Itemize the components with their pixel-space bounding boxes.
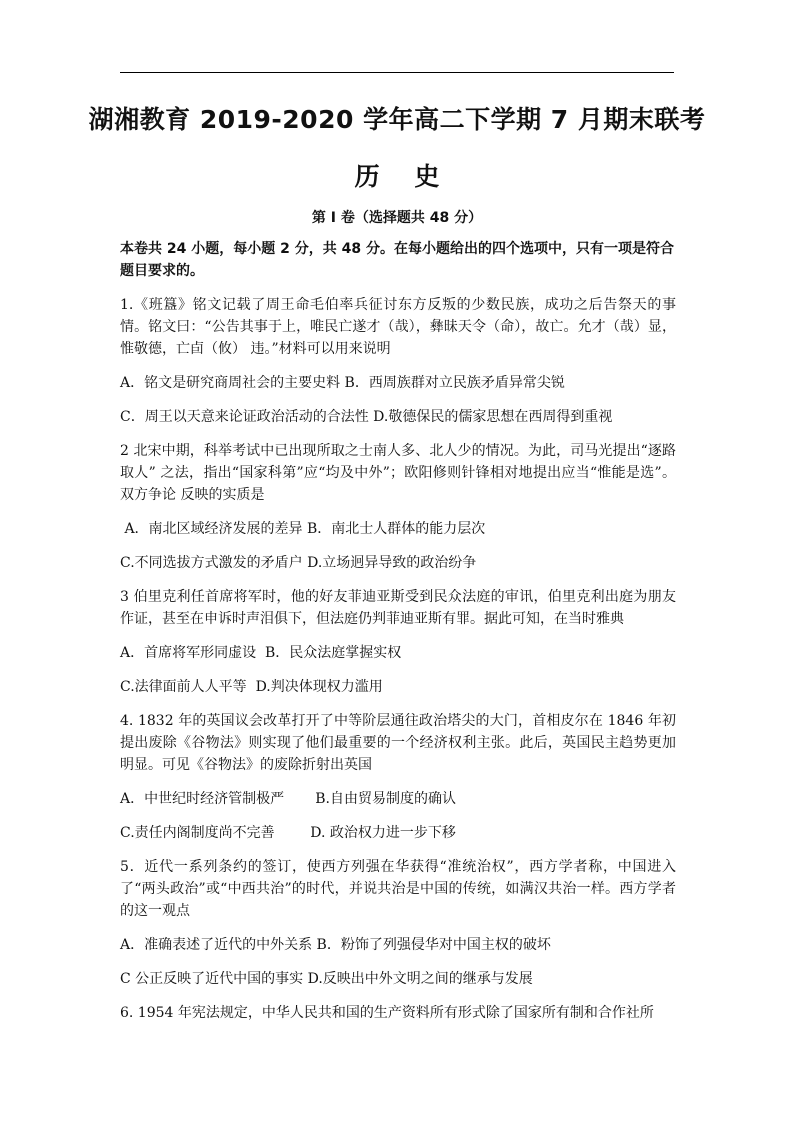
option-line: A．首席将军形同虚设 B．民众法庭掌握实权 <box>120 645 402 661</box>
question-stem: 5．近代一系列条约的签订，使西方列强在华获得“准统治权”，西方学者称，中国进入了“两头政治”或“中西共治”的时代，并说共治是中国的传统，如满汉共治一样。西方学者的这一观点 <box>120 859 676 919</box>
option-line: C.不同选拔方式激发的矛盾户 D.立场迥异导致的政治纷争 <box>120 555 477 571</box>
question-stem: 3 伯里克利任首席将军时，他的好友菲迪亚斯受到民众法庭的审讯，伯里克利出庭为朋友作证，甚至在申诉时声泪俱下，但法庭仍判菲迪亚斯有罪。据此可知，在当时雅典 <box>120 589 676 627</box>
exam-title: 湖湘教育 2019-2020 学年高二下学期 7 月期末联考 <box>88 105 706 134</box>
question-6 <box>120 1002 676 1024</box>
question-2 <box>120 440 676 574</box>
question-1 <box>120 294 676 428</box>
question-list <box>120 238 676 1036</box>
question-stem: 1.《班簋》铭文记载了周王命毛伯率兵征讨东方反叛的少数民族，成功之后告祭天的事情。铭文曰：“公告其事于上，唯民亡遂才（哉），彝昧天令（命），故亡。允才（哉）显，惟敬德，亡卣（攸） 违。”材料可以用来说明 <box>120 297 676 357</box>
question-stem: 6. 1954 年宪法规定，中华人民共和国的生产资料所有形式除了国家所有制和合作社所 <box>120 1005 654 1021</box>
question-5 <box>120 856 676 990</box>
option-line: A．铭文是研究商周社会的主要史料 B．西周族群对立民族矛盾异常尖锐 <box>120 375 565 391</box>
option-line: A．南北区域经济发展的差异 B．南北士人群体的能力层次 <box>120 521 486 537</box>
instructions: 本卷共 24 小题，每小题 2 分，共 48 分。在每小题给出的四个选项中，只有一项是符合题目要求的。 <box>120 241 674 279</box>
option-line: C.责任内阁制度尚不完善 D. 政治权力进一步下移 <box>120 825 456 841</box>
subject-title: 历 史 <box>354 162 440 191</box>
question-stem: 2 北宋中期，科举考试中已出现所取之士南人多、北人少的情况。为此，司马光提出“逐路取人” 之法，指出“国家科第”应“均及中外”；欧阳修则针锋相对地提出应当“惟能是选”。双方争论 反映的实质是 <box>120 443 676 503</box>
option-line: A．中世纪时经济管制极严 B.自由贸易制度的确认 <box>120 791 456 807</box>
option-line: C.法律面前人人平等 D.判决体现权力滥用 <box>120 679 383 695</box>
question-3 <box>120 586 676 698</box>
option-line: A．准确表述了近代的中外关系 B．粉饰了列强侵华对中国主权的破坏 <box>120 937 551 953</box>
question-stem: 4. 1832 年的英国议会改革打开了中等阶层通往政治塔尖的大门，首相皮尔在 1846 年初提出废除《谷物法》则实现了他们最重要的一个经济权利主张。此后，英国民主趋势更加明显。可见《谷物法》的废除折射出英国 <box>120 713 676 773</box>
section-heading: 第 I 卷（选择题共 48 分） <box>311 210 483 226</box>
option-line: C 公正反映了近代中国的事实 D.反映出中外文明之间的继承与发展 <box>120 971 533 987</box>
header-rule <box>120 72 674 73</box>
option-line: C．周王以天意来论证政治活动的合法性 D.敬德保民的儒家思想在西周得到重视 <box>120 409 613 425</box>
question-4 <box>120 710 676 844</box>
